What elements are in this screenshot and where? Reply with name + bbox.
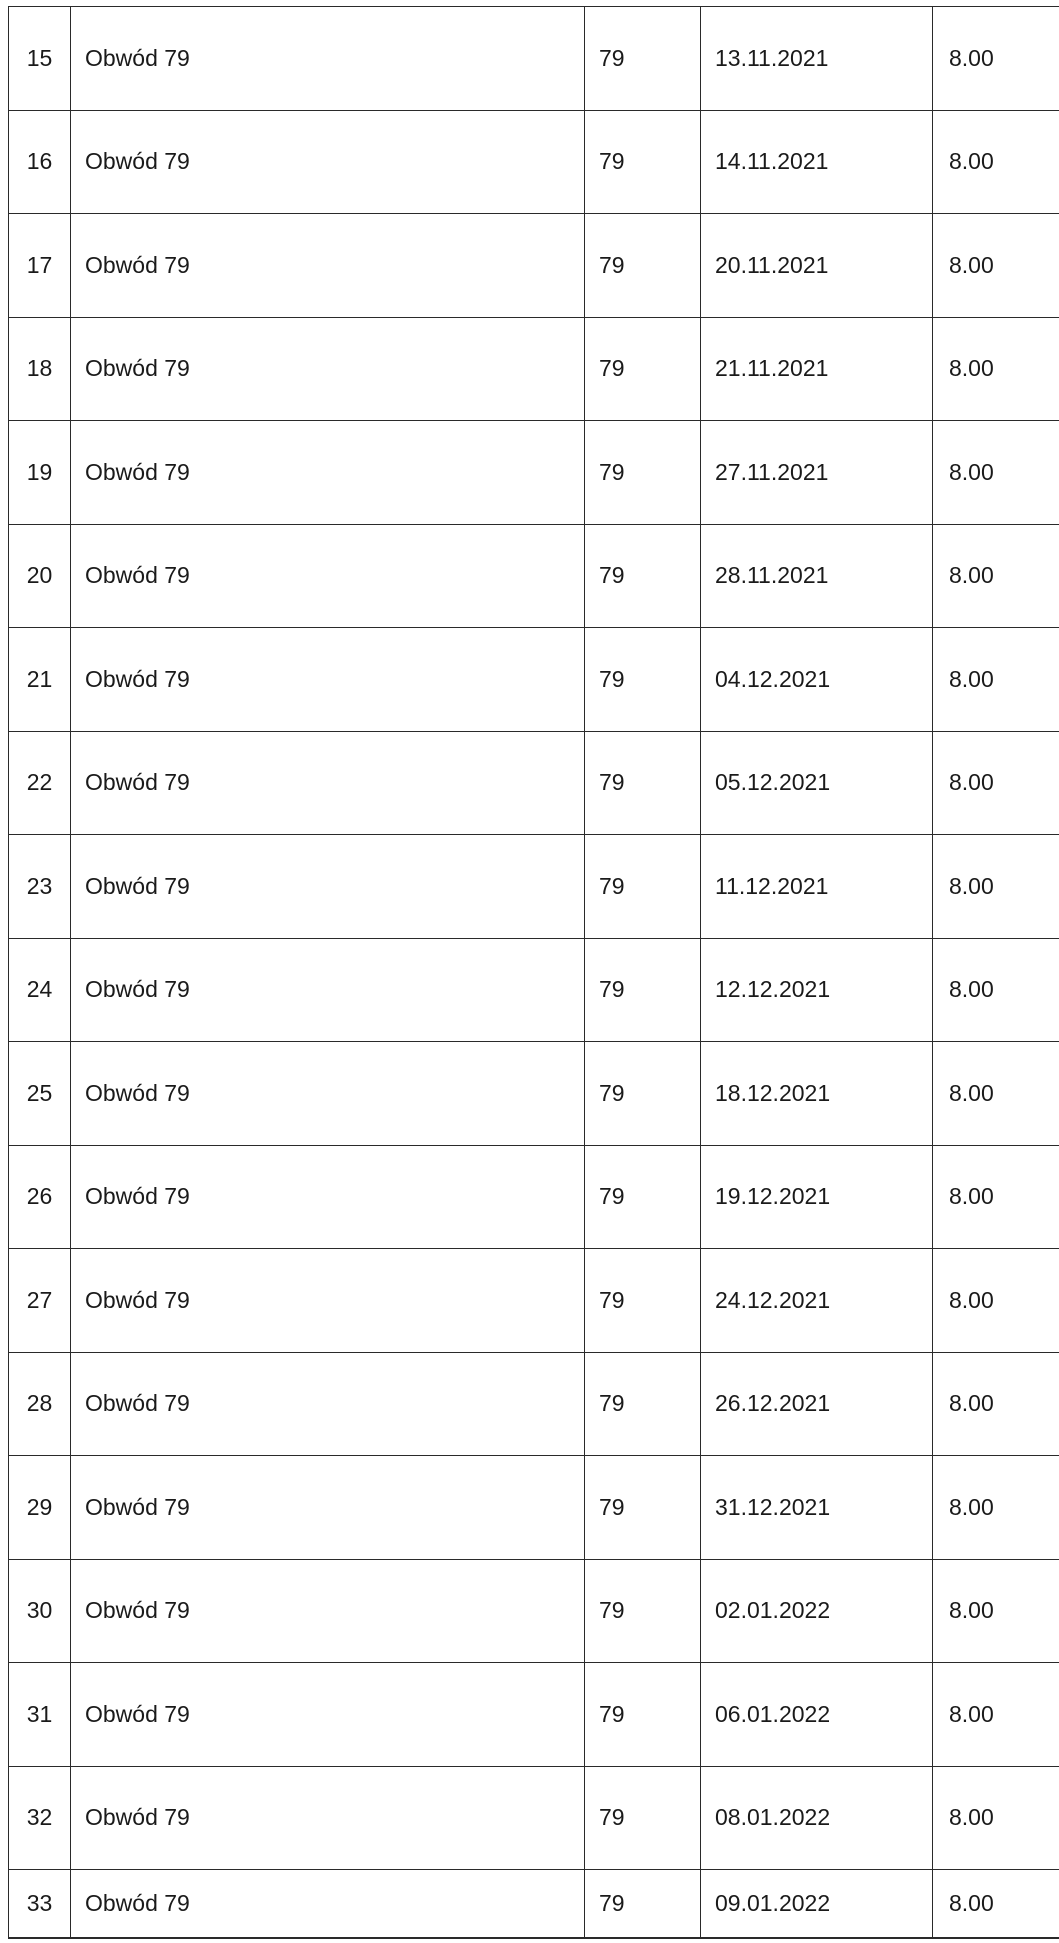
date-cell: 20.11.2021	[701, 214, 933, 318]
date-cell: 14.11.2021	[701, 110, 933, 214]
date-cell: 26.12.2021	[701, 1352, 933, 1456]
table-row	[9, 835, 1059, 939]
schedule-table	[8, 6, 1059, 1939]
row-number-cell: 28	[9, 1352, 71, 1456]
table-row	[9, 7, 1059, 111]
row-number-cell: 32	[9, 1766, 71, 1870]
table-row	[9, 1456, 1059, 1560]
district-number-cell: 79	[585, 628, 701, 732]
district-number-cell: 79	[585, 1870, 701, 1939]
district-number-cell: 79	[585, 938, 701, 1042]
district-number-cell: 79	[585, 835, 701, 939]
schedule-table-body	[9, 7, 1059, 1939]
table-row	[9, 1042, 1059, 1146]
district-name-cell: Obwód 79	[71, 835, 585, 939]
hours-cell: 8.00	[933, 938, 1059, 1042]
date-cell: 21.11.2021	[701, 317, 933, 421]
table-row	[9, 731, 1059, 835]
district-name-cell: Obwód 79	[71, 1352, 585, 1456]
district-name-cell: Obwód 79	[71, 1249, 585, 1353]
row-number-cell: 25	[9, 1042, 71, 1146]
table-row	[9, 524, 1059, 628]
hours-cell: 8.00	[933, 1042, 1059, 1146]
hours-cell: 8.00	[933, 1456, 1059, 1560]
district-number-cell: 79	[585, 731, 701, 835]
hours-cell: 8.00	[933, 110, 1059, 214]
district-number-cell: 79	[585, 1663, 701, 1767]
date-cell: 05.12.2021	[701, 731, 933, 835]
district-number-cell: 79	[585, 317, 701, 421]
hours-cell: 8.00	[933, 524, 1059, 628]
hours-cell: 8.00	[933, 628, 1059, 732]
district-number-cell: 79	[585, 1456, 701, 1560]
district-number-cell: 79	[585, 1559, 701, 1663]
table-row	[9, 1663, 1059, 1767]
district-number-cell: 79	[585, 1249, 701, 1353]
district-name-cell: Obwód 79	[71, 1766, 585, 1870]
date-cell: 27.11.2021	[701, 421, 933, 525]
date-cell: 09.01.2022	[701, 1870, 933, 1939]
table-row	[9, 317, 1059, 421]
row-number-cell: 33	[9, 1870, 71, 1939]
district-name-cell: Obwód 79	[71, 110, 585, 214]
row-number-cell: 27	[9, 1249, 71, 1353]
row-number-cell: 16	[9, 110, 71, 214]
table-row	[9, 214, 1059, 318]
hours-cell: 8.00	[933, 421, 1059, 525]
district-name-cell: Obwód 79	[71, 214, 585, 318]
hours-cell: 8.00	[933, 214, 1059, 318]
date-cell: 18.12.2021	[701, 1042, 933, 1146]
hours-cell: 8.00	[933, 1559, 1059, 1663]
date-cell: 04.12.2021	[701, 628, 933, 732]
row-number-cell: 20	[9, 524, 71, 628]
district-number-cell: 79	[585, 7, 701, 111]
date-cell: 12.12.2021	[701, 938, 933, 1042]
hours-cell: 8.00	[933, 317, 1059, 421]
district-name-cell: Obwód 79	[71, 1145, 585, 1249]
district-name-cell: Obwód 79	[71, 628, 585, 732]
district-number-cell: 79	[585, 524, 701, 628]
district-name-cell: Obwód 79	[71, 524, 585, 628]
row-number-cell: 21	[9, 628, 71, 732]
date-cell: 06.01.2022	[701, 1663, 933, 1767]
row-number-cell: 19	[9, 421, 71, 525]
district-number-cell: 79	[585, 214, 701, 318]
district-number-cell: 79	[585, 421, 701, 525]
district-number-cell: 79	[585, 110, 701, 214]
hours-cell: 8.00	[933, 1352, 1059, 1456]
row-number-cell: 29	[9, 1456, 71, 1560]
table-row	[9, 1870, 1059, 1939]
date-cell: 02.01.2022	[701, 1559, 933, 1663]
row-number-cell: 31	[9, 1663, 71, 1767]
date-cell: 08.01.2022	[701, 1766, 933, 1870]
date-cell: 31.12.2021	[701, 1456, 933, 1560]
table-row	[9, 938, 1059, 1042]
row-number-cell: 30	[9, 1559, 71, 1663]
date-cell: 11.12.2021	[701, 835, 933, 939]
district-name-cell: Obwód 79	[71, 1042, 585, 1146]
hours-cell: 8.00	[933, 731, 1059, 835]
district-number-cell: 79	[585, 1145, 701, 1249]
hours-cell: 8.00	[933, 1663, 1059, 1767]
table-row	[9, 1559, 1059, 1663]
table-row	[9, 1766, 1059, 1870]
district-number-cell: 79	[585, 1042, 701, 1146]
district-name-cell: Obwód 79	[71, 317, 585, 421]
row-number-cell: 23	[9, 835, 71, 939]
table-row	[9, 421, 1059, 525]
district-name-cell: Obwód 79	[71, 421, 585, 525]
row-number-cell: 18	[9, 317, 71, 421]
date-cell: 19.12.2021	[701, 1145, 933, 1249]
district-name-cell: Obwód 79	[71, 731, 585, 835]
row-number-cell: 22	[9, 731, 71, 835]
district-name-cell: Obwód 79	[71, 1870, 585, 1939]
district-number-cell: 79	[585, 1352, 701, 1456]
row-number-cell: 24	[9, 938, 71, 1042]
district-name-cell: Obwód 79	[71, 1456, 585, 1560]
table-row	[9, 110, 1059, 214]
row-number-cell: 26	[9, 1145, 71, 1249]
hours-cell: 8.00	[933, 1249, 1059, 1353]
hours-cell: 8.00	[933, 7, 1059, 111]
district-name-cell: Obwód 79	[71, 7, 585, 111]
date-cell: 24.12.2021	[701, 1249, 933, 1353]
district-name-cell: Obwód 79	[71, 1559, 585, 1663]
district-name-cell: Obwód 79	[71, 1663, 585, 1767]
table-row	[9, 1145, 1059, 1249]
date-cell: 28.11.2021	[701, 524, 933, 628]
row-number-cell: 15	[9, 7, 71, 111]
hours-cell: 8.00	[933, 1870, 1059, 1939]
date-cell: 13.11.2021	[701, 7, 933, 111]
table-row	[9, 628, 1059, 732]
table-row	[9, 1249, 1059, 1353]
row-number-cell: 17	[9, 214, 71, 318]
district-number-cell: 79	[585, 1766, 701, 1870]
hours-cell: 8.00	[933, 1145, 1059, 1249]
hours-cell: 8.00	[933, 1766, 1059, 1870]
district-name-cell: Obwód 79	[71, 938, 585, 1042]
table-row	[9, 1352, 1059, 1456]
hours-cell: 8.00	[933, 835, 1059, 939]
